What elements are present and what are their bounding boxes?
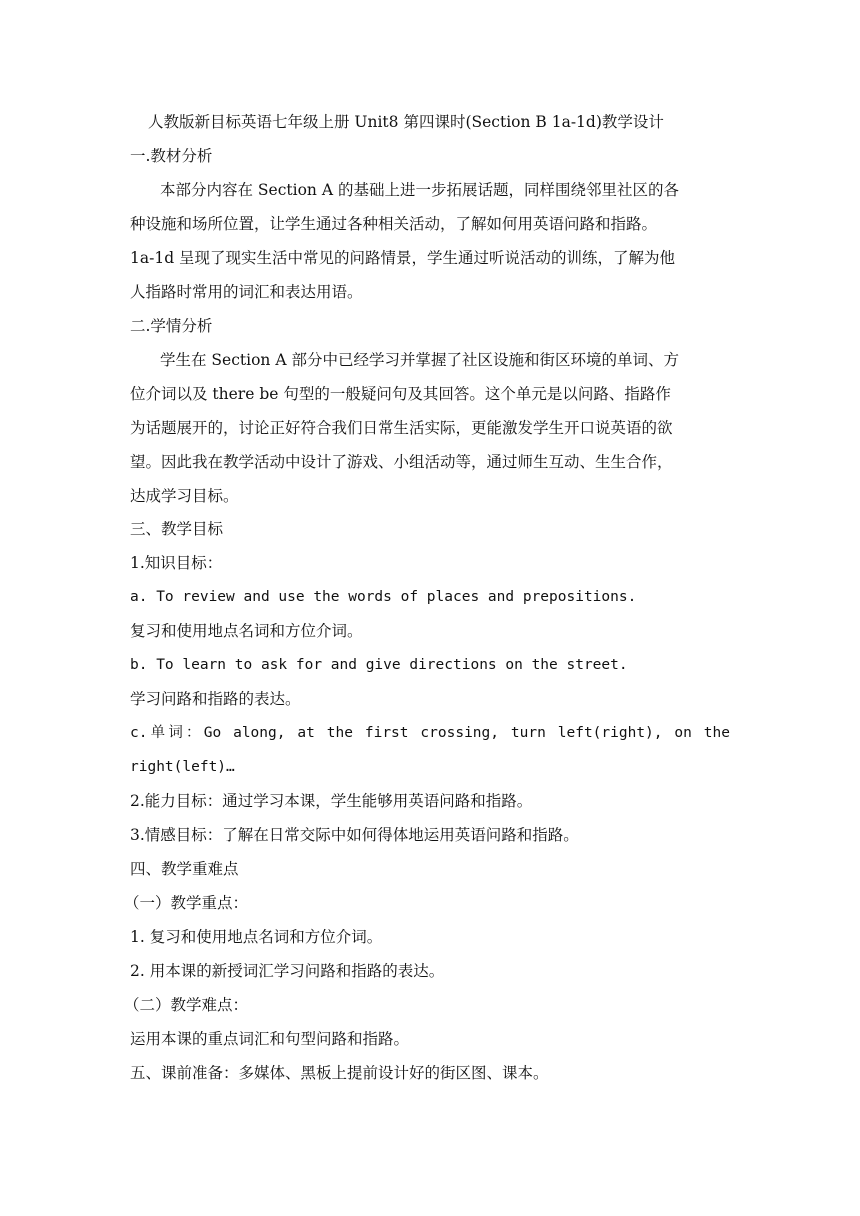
section-heading-preparation: 五、课前准备：多媒体、黑板上提前设计好的街区图、课本。 <box>130 1064 549 1082</box>
goal-b-chinese: 学习问路和指路的表达。 <box>130 690 301 708</box>
document-title: 人教版新目标英语七年级上册 Unit8 第四课时(Section B 1a-1d)教学设计 <box>148 113 664 131</box>
paragraph-line: 本部分内容在 Section A 的基础上进一步拓展话题，同样围绕邻里社区的各 <box>160 181 679 199</box>
goal-ability: 2.能力目标：通过学习本课，学生能够用英语问路和指路。 <box>130 792 533 810</box>
difficult-point-item: 运用本课的重点词汇和句型问路和指路。 <box>130 1030 410 1048</box>
goal-emotion: 3.情感目标：了解在日常交际中如何得体地运用英语问路和指路。 <box>130 826 579 844</box>
key-point-item: 2. 用本课的新授词汇学习问路和指路的表达。 <box>130 962 445 980</box>
section-heading-student-analysis: 二.学情分析 <box>130 317 213 335</box>
paragraph-line: 位介词以及 there be 句型的一般疑问句及其回答。这个单元是以问路、指路作 <box>130 385 671 403</box>
paragraph-line: 种设施和场所位置，让学生通过各种相关活动，了解如何用英语问路和指路。 <box>130 215 658 233</box>
paragraph-line: 为话题展开的，讨论正好符合我们日常生活实际，更能激发学生开口说英语的欲 <box>130 419 673 437</box>
goal-knowledge-heading: 1.知识目标： <box>130 554 223 572</box>
paragraph-line: 望。因此我在教学活动中设计了游戏、小组活动等，通过师生互动、生生合作， <box>130 453 673 471</box>
difficult-points-heading: （二）教学难点： <box>124 996 249 1014</box>
section-heading-teaching-goals: 三、教学目标 <box>130 520 224 538</box>
goal-c-vocabulary-cont: right(left)… <box>130 759 235 775</box>
goal-a-english: a. To review and use the words of places and prepositions. <box>130 589 637 605</box>
goal-a-chinese: 复习和使用地点名词和方位介词。 <box>130 622 363 640</box>
section-heading-key-difficult-points: 四、教学重难点 <box>130 860 239 878</box>
goal-c-vocabulary: c.单词：Go along, at the first crossing, turn left(right), on the <box>130 725 730 741</box>
paragraph-line: 达成学习目标。 <box>130 487 239 505</box>
paragraph-line: 学生在 Section A 部分中已经学习并掌握了社区设施和街区环境的单词、方 <box>160 351 679 369</box>
paragraph-line: 1a-1d 呈现了现实生活中常见的问路情景，学生通过听说活动的训练，了解为他 <box>130 249 676 267</box>
key-point-item: 1. 复习和使用地点名词和方位介词。 <box>130 928 383 946</box>
section-heading-textbook-analysis: 一.教材分析 <box>130 147 213 165</box>
key-points-heading: （一）教学重点： <box>124 894 249 912</box>
paragraph-line: 人指路时常用的词汇和表达用语。 <box>130 283 363 301</box>
goal-b-english: b. To learn to ask for and give directions on the street. <box>130 657 628 673</box>
